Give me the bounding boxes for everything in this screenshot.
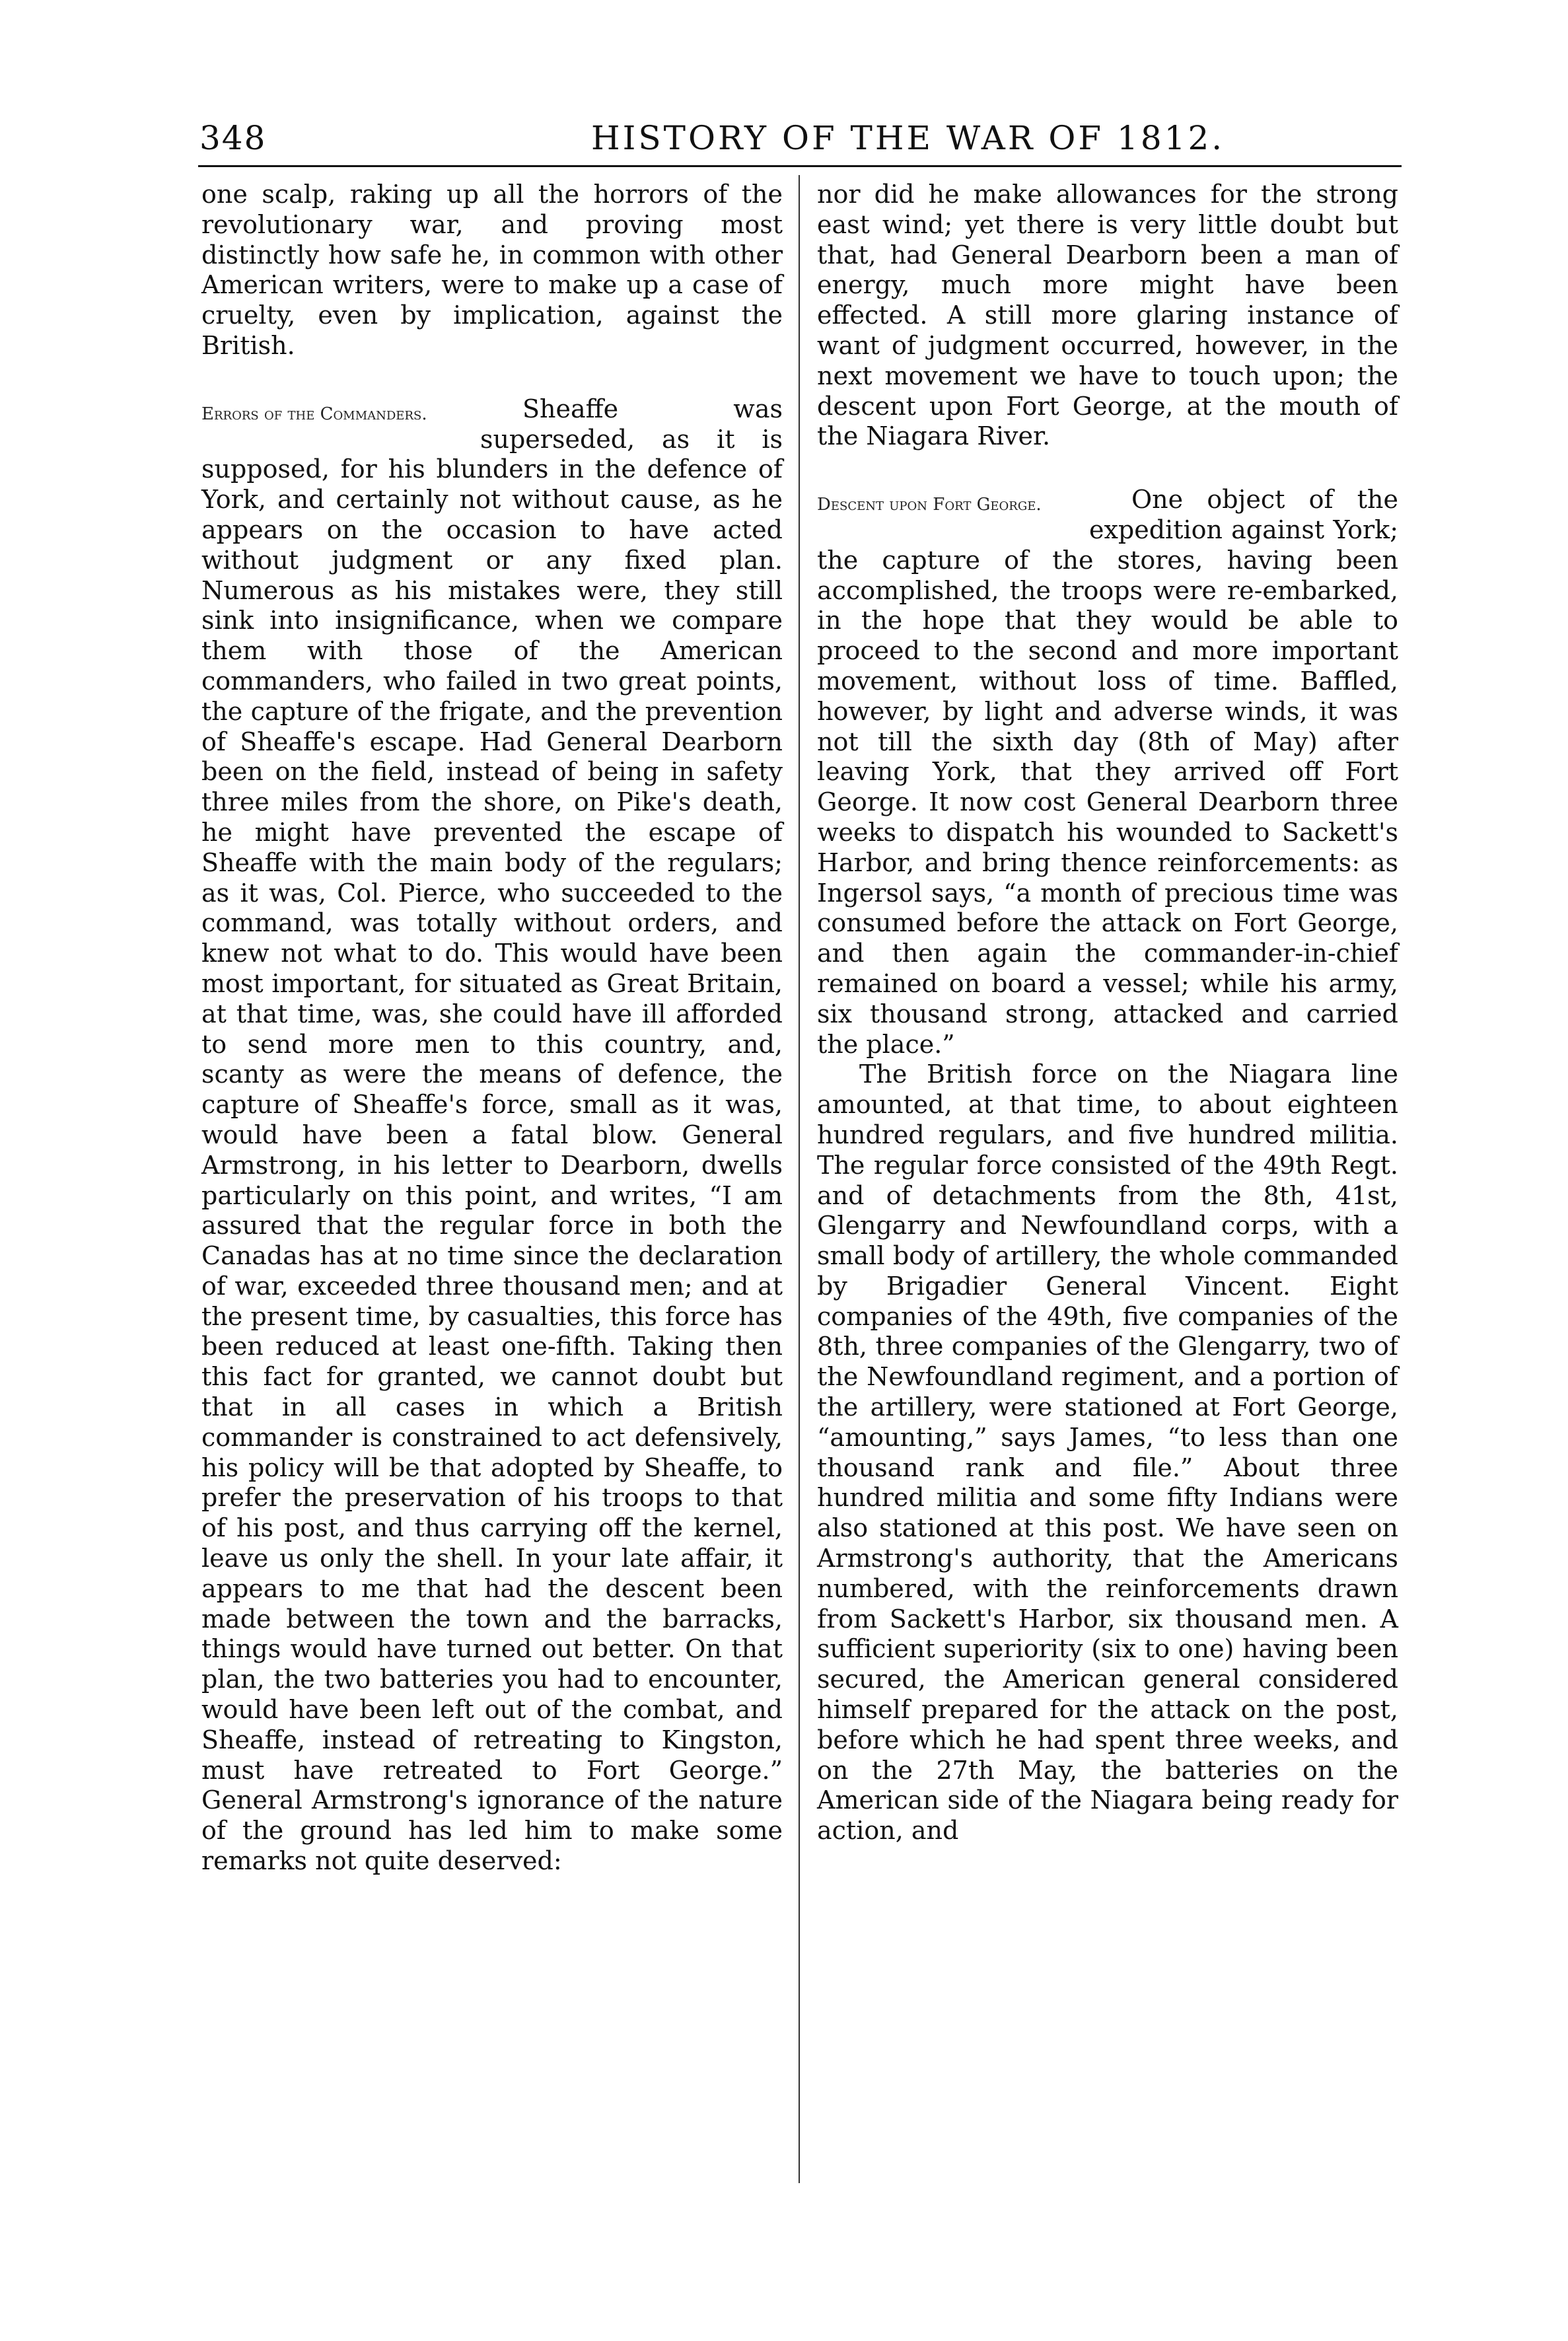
column-divider — [799, 175, 800, 2183]
page-number: 348 — [199, 119, 267, 157]
header-rule — [198, 165, 1402, 167]
left-column — [201, 180, 783, 1877]
right-column — [817, 180, 1398, 1846]
left-paragraph-1: one scalp, raking up all the horrors of the revolutionary war, and proving most distinctly how safe he, in common with other American writers, were to make up a case of cruelty, even by implication, against the British. — [201, 180, 783, 360]
right-paragraph-2 — [817, 485, 1398, 1060]
margin-note-descent: Descent upon Fort George. — [817, 495, 1042, 515]
right-paragraph-2-text: One object of the expedition against York; the capture of the stores, having been accomplished, the troops were re-embarked, in the hope that they would be able to proceed to the second and more important movement, without loss of time. Baffled, however, by light and adverse winds, it was not till the sixth day (8th of May) after leaving York, that they arrived off Fort George. It now cost General Dearborn three weeks to dispatch his wounded to Sackett's Harbor, and bring thence reinforcements: as Ingersol says, “a month of precious time was consumed before the attack on Fort George, and then again the commander-in-chief remained on board a vessel; while his army, six thousand strong, attacked and carried the place.” — [817, 485, 1398, 1059]
right-paragraph-3: The British force on the Niagara line amounted, at that time, to about eighteen hundred regulars, and five hundred militia. The regular force consisted of the 49th Regt. and of detachments from the 8th, 41st, Glengarry and Newfoundland corps, with a small body of artillery, the whole commanded by Brigadier General Vincent. Eight companies of the 49th, five companies of the 8th, three companies of the Glengarry, two of the Newfoundland regiment, and a portion of the artillery, were stationed at Fort George, “amounting,” says James, “to less than one thousand rank and file.” About three hundred militia and some fifty Indians were also stationed at this post. We have seen on Armstrong's authority, that the Americans numbered, with the reinforcements drawn from Sackett's Harbor, six thousand men. A sufficient superiority (six to one) having been secured, the American general considered himself prepared for the attack on the post, before which he had spent three weeks, and on the 27th May, the batteries on the American side of the Niagara being ready for action, and — [817, 1060, 1398, 1846]
left-paragraph-2-text: Sheaffe was superseded, as it is supposed, for his blunders in the defence of York, and certainly not without cause, as he appears on the occasion to have acted without judgment or any fixed plan. Numerous as his mistakes were, they still sink into insignificance, when we compare them with those of the American commanders, who failed in two great points, the capture of the frigate, and the prevention of Sheaffe's escape. Had General Dearborn been on the field, instead of being in safety three miles from the shore, on Pike's death, he might have prevented the escape of Sheaffe with the main body of the regulars; as it was, Col. Pierce, who succeeded to the command, was totally without orders, and knew not what to do. This would have been most important, for situated as Great Britain, at that time, was, she could have ill afforded to send more men to this country, and, scanty as were the means of defence, the capture of Sheaffe's force, small as it was, would have been a fatal blow. General Armstrong, in his letter to Dearborn, dwells particularly on this point, and writes, “I am assured that the regular force in both the Canadas has at no time since the declaration of war, exceeded three thousand men; and at the present time, by casualties, this force has been reduced at least one-fifth. Taking then this fact for granted, we cannot doubt but that in all cases in which a British commander is constrained to act defensively, his policy will be that adopted by Sheaffe, to prefer the preservation of his troops to that of his post, and thus carrying off the kernel, leave us only the shell. In your late affair, it appears to me that had the descent been made between the town and the barracks, things would have turned out better. On that plan, the two batteries you had to encounter, would have been left out of the combat, and Sheaffe, instead of retreating to Kingston, must have retreated to Fort George.” General Armstrong's ignorance of the nature of the ground has led him to make some remarks not quite deserved: — [201, 394, 783, 1876]
running-title: HISTORY OF THE WAR OF 1812. — [591, 119, 1225, 157]
right-paragraph-1: nor did he make allowances for the strong east wind; yet there is very little doubt but that, had General Dearborn been a man of energy, much more might have been effected. A still more glaring instance of want of judgment occurred, however, in the next movement we have to touch upon; the descent upon Fort George, at the mouth of the Niagara River. — [817, 180, 1398, 451]
left-paragraph-2 — [201, 394, 783, 1877]
margin-note-errors: Errors of the Commanders. — [201, 404, 427, 424]
